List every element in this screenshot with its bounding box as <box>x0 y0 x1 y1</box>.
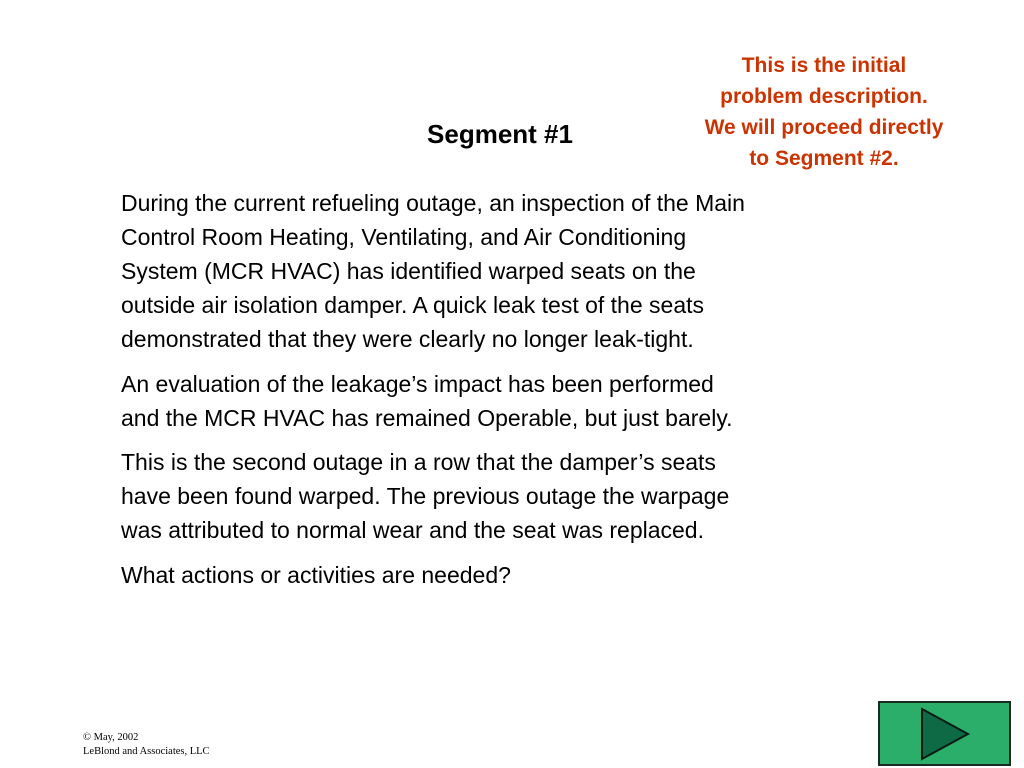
copyright-date: © May, 2002 <box>83 732 139 743</box>
text-line: An evaluation of the leakage’s impact has been performed <box>121 370 714 397</box>
paragraph-history <box>121 445 921 547</box>
text-line: System (MCR HVAC) has identified warped seats on the <box>121 258 696 284</box>
copyright-owner: LeBlond and Associates, LLC <box>83 746 210 757</box>
note-line: We will proceed directly <box>704 116 944 139</box>
text-line: have been found warped. The previous outage the warpage <box>121 483 730 509</box>
text-line: outside air isolation damper. A quick leak test of the seats <box>121 292 705 318</box>
note-line: problem description. <box>720 85 928 108</box>
text-line: Control Room Heating, Ventilating, and Air Conditioning <box>121 224 687 250</box>
text-line: This is the second outage in a row that the damper’s seats <box>121 449 716 475</box>
next-segment-button[interactable] <box>878 701 1011 766</box>
copyright-footer <box>83 731 210 759</box>
text-line: demonstrated that they were clearly no longer leak-tight. <box>121 326 694 352</box>
initial-description-note <box>668 50 980 174</box>
play-triangle-icon <box>920 707 970 761</box>
paragraph-evaluation <box>121 367 921 435</box>
paragraph-inspection <box>121 186 921 356</box>
segment-title: Segment #1 <box>427 119 573 149</box>
text-line: What actions or activities are needed? <box>121 561 511 588</box>
text-line: and the MCR HVAC has remained Operable, but just barely. <box>121 404 733 431</box>
paragraph-question <box>121 558 921 592</box>
note-line: This is the initial <box>741 54 907 77</box>
note-line: to Segment #2. <box>749 147 899 170</box>
text-line: was attributed to normal wear and the seat was replaced. <box>121 517 704 543</box>
text-line: During the current refueling outage, an inspection of the Main <box>121 190 745 216</box>
problem-description <box>121 186 921 602</box>
